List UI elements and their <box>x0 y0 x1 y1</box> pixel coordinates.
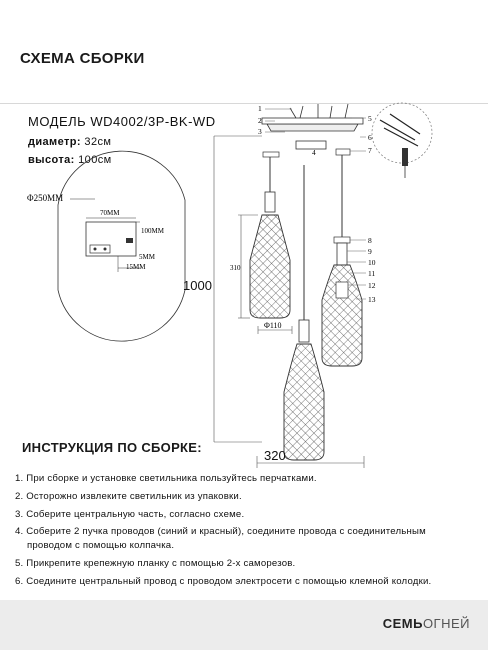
callout: 6 <box>368 133 372 142</box>
callout: 8 <box>368 236 372 245</box>
shade-diameter-dim: Φ110 <box>264 321 282 330</box>
callout: 11 <box>368 269 376 278</box>
callout: 13 <box>368 295 376 304</box>
total-width-dim: 320 <box>264 448 286 463</box>
shade-left <box>250 192 290 318</box>
instruction-step: 3. Соберите центральную часть, согласно схеме. <box>15 508 245 520</box>
instruction-step: 1. При сборке и установке светильника пользуйтесь перчатками. <box>15 473 317 484</box>
detail-small1: 5MM <box>139 253 155 261</box>
instruction-step: проводом с помощью колпачка. <box>27 540 175 552</box>
instruction-list <box>15 472 480 593</box>
callout: 5 <box>368 114 372 123</box>
brand-rest: ОГНЕЙ <box>422 616 470 631</box>
instruction-step: 6. Соедините центральный провод с проводом электросети с помощью клемной колодки. <box>15 575 432 587</box>
callout: 1 <box>258 104 262 113</box>
detail-diameter: Φ250MM <box>27 193 64 203</box>
height-value: 100см <box>78 154 112 166</box>
callout: 3 <box>258 127 262 136</box>
instruction-step: 5. Прикрепите крепежную планку с помощью 2-х саморезов. <box>15 558 296 570</box>
shade-right <box>322 237 362 366</box>
callout: 10 <box>368 258 376 267</box>
callout: 2 <box>258 116 262 125</box>
instructions-title: ИНСТРУКЦИЯ ПО СБОРКЕ: <box>22 440 202 455</box>
diameter-label: диаметр: <box>28 136 81 148</box>
total-height-dim: 1000 <box>183 278 212 293</box>
brand-bold: СЕМЬ <box>382 616 423 631</box>
callout: 4 <box>312 148 316 157</box>
instruction-step: 4. Соберите 2 пучка проводов (синий и красный), соедините провода с соединительным <box>15 526 426 538</box>
detail-width: 70MM <box>100 209 120 217</box>
wiring-detail <box>372 103 432 178</box>
instruction-step: 2. Осторожно извлеките светильник из упаковки. <box>15 490 242 502</box>
model-label: МОДЕЛЬ <box>28 114 87 129</box>
callout: 9 <box>368 247 372 256</box>
shade-height-dim: 310 <box>230 264 241 272</box>
diameter-value: 32см <box>84 136 112 148</box>
height-label: высота: <box>28 154 75 166</box>
callout: 7 <box>368 146 372 155</box>
brand-logo <box>383 616 470 631</box>
bracket-detail <box>58 151 185 341</box>
detail-small2: 15MM <box>126 263 146 271</box>
detail-height: 100MM <box>141 227 164 235</box>
shade-middle <box>284 320 324 460</box>
callout: 12 <box>368 281 376 290</box>
page-title: СХЕМА СБОРКИ <box>20 50 145 67</box>
model-number: WD4002/3P-BK-WD <box>90 114 216 129</box>
